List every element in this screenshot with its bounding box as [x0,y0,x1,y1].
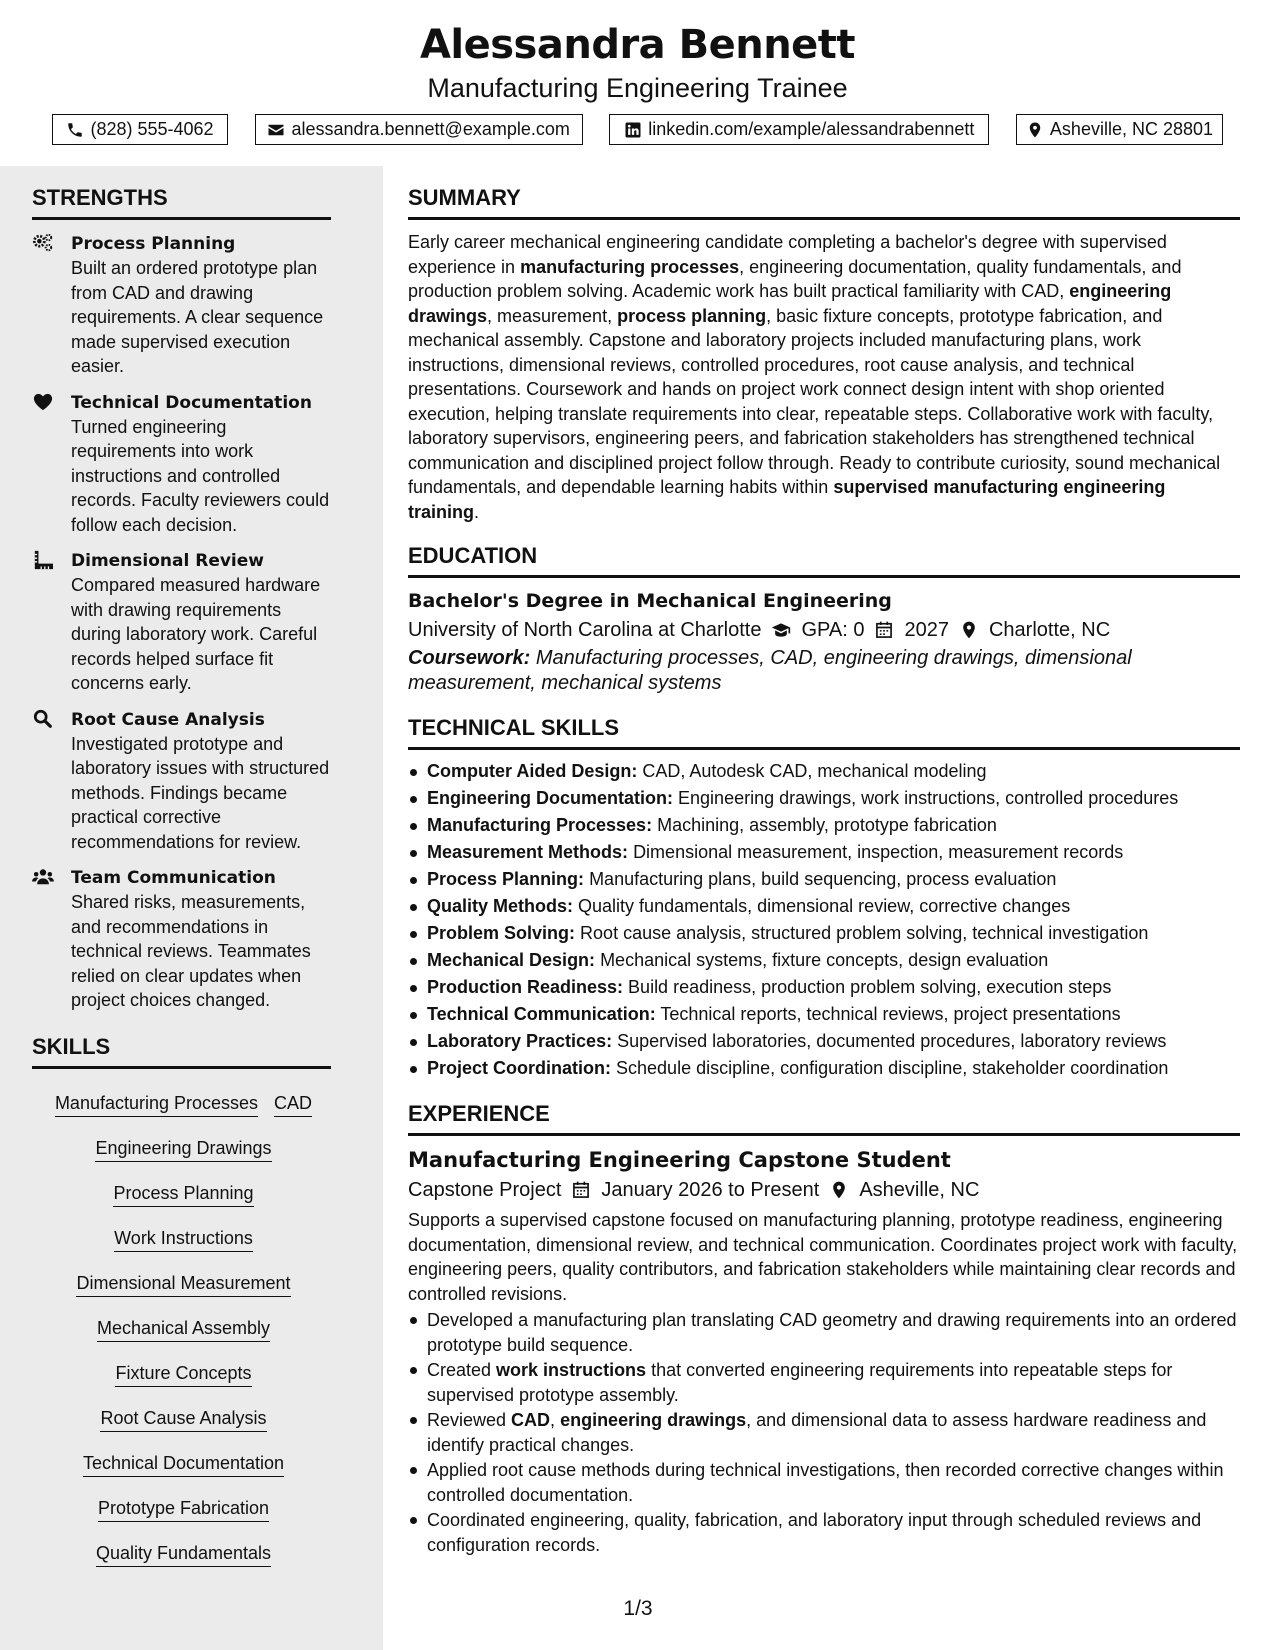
education-details [408,614,1240,646]
list-item [408,1358,1240,1407]
skill-row [32,1351,335,1396]
skill-row [32,1486,335,1531]
skill-row [32,1216,335,1261]
skill-value: Technical reports, technical reviews, project presentations [660,1004,1121,1024]
skill-label: Technical Communication: [427,1004,656,1024]
skill-row [32,1261,335,1306]
bullet-text: , [550,1410,561,1430]
experience-heading: EXPERIENCE [408,1101,1240,1136]
skill-tag: Root Cause Analysis [100,1405,266,1432]
phone-text: (828) 555-4062 [90,119,214,139]
list-item [408,893,1240,920]
strength-title: Technical Documentation [71,392,312,413]
skill-value: Quality fundamentals, dimensional review, corrective changes [578,896,1071,916]
skill-value: Mechanical systems, fixture concepts, design evaluation [600,950,1049,970]
phone-icon [66,121,84,139]
sidebar [0,166,383,1650]
contact-email[interactable] [255,114,583,145]
skill-tag: Engineering Drawings [95,1135,271,1162]
list-item [408,974,1240,1001]
list-item [408,758,1240,785]
summary-segment: , basic fixture concepts, prototype fabrication, and mechanical assembly. Capstone and laboratory projects included manufacturing plans, work instructions, dimensional reviews, controlled procedures, root cause analysis, and technical presentations. Coursework and hands on project work connect design intent with shop oriented execution, helping translate requirements into clear, repeatable steps. Collaborative work with faculty, laboratory supervisors, engineering peers, and fabrication stakeholders has strengthened technical communication and disciplined project follow through. Ready to contribute curiosity, sound mechanical fundamentals, and dependable learning habits within [408,305,1221,497]
technical-skills-list [408,758,1240,1082]
list-item [408,1408,1240,1457]
degree-title: Bachelor's Degree in Mechanical Engineering [408,590,892,612]
list-item [408,947,1240,974]
bullet-text: engineering drawings [560,1410,747,1430]
skill-value: CAD, Autodesk CAD, mechanical modeling [642,761,987,781]
coursework-text: Manufacturing processes, CAD, engineering drawings, dimensional measurement, mechanical systems [408,647,1132,694]
calendar-icon [874,620,894,640]
skill-tag: Mechanical Assembly [97,1315,270,1342]
list-item [408,1458,1240,1507]
skill-value: Manufacturing plans, build sequencing, process evaluation [589,869,1057,889]
strength-desc: Shared risks, measurements, and recommendations in technical reviews. Teammates relied on clear updates when project choices changed. [71,892,311,1010]
skill-label: Engineering Documentation: [427,788,674,808]
main-content [408,166,1240,1558]
skill-tag: Prototype Fabrication [98,1495,269,1522]
users-icon [32,867,54,887]
list-item [408,1308,1240,1357]
summary-segment: , measurement, [487,305,618,326]
list-item [408,866,1240,893]
skill-tag: Technical Documentation [83,1450,284,1477]
skill-label: Mechanical Design: [427,950,596,970]
heart-icon [32,392,54,412]
graduation-year: 2027 [904,619,949,641]
job-dates: January 2026 to Present [601,1179,820,1201]
location-text: Asheville, NC 28801 [1049,119,1214,139]
contact-phone[interactable] [52,114,228,145]
location-pin-icon [959,620,979,640]
skill-label: Project Coordination: [427,1058,611,1078]
skill-row [32,1306,335,1351]
skill-label: Manufacturing Processes: [427,815,653,835]
summary-segment: manufacturing processes [520,256,740,277]
skill-label: Measurement Methods: [427,842,629,862]
summary-segment: engineering drawings [408,281,1172,326]
summary-segment: process planning [617,305,767,326]
skill-label: Computer Aided Design: [427,761,638,781]
summary-segment: . [474,501,480,522]
contact-bar [52,114,1223,145]
skill-value: Dimensional measurement, inspection, measurement records [633,842,1124,862]
job-title: Manufacturing Engineering Capstone Student [408,1148,951,1172]
job-description: Supports a supervised capstone focused on manufacturing planning, prototype readiness, engineering documentation, dimensional review, and technical communication. Coordinates project work with faculty, engineering peers, quality contributors, and fabrication stakeholders while maintaining clear records and controlled revisions. [408,1210,1238,1304]
list-item [408,920,1240,947]
skill-row [32,1396,335,1441]
school-location: Charlotte, NC [988,619,1111,641]
strength-desc: Compared measured hardware with drawing requirements during laboratory work. Careful records helped surface fit concerns early. [71,575,321,693]
skill-value: Root cause analysis, structured problem solving, technical investigation [580,923,1149,943]
gpa-text: GPA: 0 [801,619,865,641]
summary-segment: Early career mechanical engineering candidate completing a bachelor's degree with supervised experience in [408,232,1167,277]
skill-tag: Manufacturing Processes [55,1090,258,1117]
strengths-heading: STRENGTHS [32,185,331,220]
summary-heading: SUMMARY [408,185,1240,220]
skill-tag: CAD [274,1090,312,1117]
skill-value: Schedule discipline, configuration discipline, stakeholder coordination [616,1058,1169,1078]
summary-segment: , engineering documentation, quality fundamentals, and production problem solving. Academic work has built practical familiarity with CAD, [408,256,1182,301]
bullet-text: that converted engineering requirements into repeatable steps for supervised prototype assembly. [427,1360,1173,1405]
skill-label: Quality Methods: [427,896,574,916]
strength-item [32,232,335,379]
bullet-text: Coordinated engineering, quality, fabrication, and laboratory input through scheduled reviews and configuration records. [427,1510,1202,1555]
job-org: Capstone Project [408,1179,562,1201]
skill-tag: Process Planning [113,1180,253,1207]
skill-row [32,1441,335,1486]
contact-location [1016,114,1223,145]
job-location: Asheville, NC [859,1179,980,1201]
bullet-text: Developed a manufacturing plan translating CAD geometry and drawing requirements into an ordered prototype build sequence. [427,1310,1237,1355]
envelope-icon [267,121,285,139]
skill-tag: Dimensional Measurement [76,1270,290,1297]
coursework-label: Coursework: [408,647,531,669]
skill-tag: Quality Fundamentals [96,1540,271,1567]
strength-title: Root Cause Analysis [71,709,265,730]
gears-icon [32,233,54,253]
bullet-text: Applied root cause methods during technical investigations, then recorded corrective changes within controlled documentation. [427,1460,1224,1505]
skill-label: Laboratory Practices: [427,1031,613,1051]
graduation-cap-icon [771,620,791,640]
education-heading: EDUCATION [408,543,1240,578]
bullet-text: Reviewed [427,1410,512,1430]
strength-desc: Investigated prototype and laboratory issues with structured methods. Findings became practical corrective recommendations for review. [71,733,330,852]
skill-row [32,1126,335,1171]
page-number: 1/3 [623,1597,653,1620]
job-bullets [408,1308,1240,1557]
skills-list [32,1081,335,1576]
list-item [408,1508,1240,1557]
strength-item [32,549,335,696]
linkedin-icon [624,121,642,139]
calendar-icon [571,1180,591,1200]
email-text: alessandra.bennett@example.com [291,119,570,139]
list-item [408,839,1240,866]
skill-row [32,1531,335,1576]
technical-skills-heading: TECHNICAL SKILLS [408,715,1240,750]
strength-title: Team Communication [71,868,276,888]
skill-tag: Work Instructions [114,1225,253,1252]
summary-text [408,230,1240,524]
skill-value: Build readiness, production problem solving, execution steps [628,977,1112,997]
list-item [408,812,1240,839]
resume-header [0,0,1275,166]
skill-label: Problem Solving: [427,923,576,943]
coursework [408,646,1240,696]
linkedin-text: linkedin.com/example/alessandrabennett [648,119,975,139]
summary-segment: supervised manufacturing engineering training [408,477,1166,522]
strength-item [32,708,335,855]
strength-title: Process Planning [71,234,236,254]
magnifier-icon [32,709,54,729]
bullet-text: CAD [511,1410,551,1430]
candidate-name: Alessandra Bennett [419,22,856,68]
school-name: University of North Carolina at Charlotte [408,619,762,641]
strength-item [32,391,335,538]
skill-row [32,1081,335,1126]
bullet-text: work instructions [496,1360,647,1380]
contact-linkedin[interactable] [609,114,989,145]
skill-row [32,1171,335,1216]
list-item [408,1028,1240,1055]
ruler-icon [32,550,54,570]
skill-value: Machining, assembly, prototype fabrication [657,815,997,835]
skill-tag: Fixture Concepts [115,1360,251,1387]
bullet-text: , and dimensional data to assess hardware readiness and identify practical changes. [427,1410,1207,1455]
list-item [408,1055,1240,1082]
skills-heading: SKILLS [32,1034,331,1069]
location-pin-icon [1026,121,1044,139]
skill-label: Process Planning: [427,869,585,889]
list-item [408,785,1240,812]
strength-title: Dimensional Review [71,551,264,571]
strength-desc: Built an ordered prototype plan from CAD and drawing requirements. A clear sequence made supervised execution easier. [71,258,324,376]
list-item [408,1001,1240,1028]
bullet-text: Created [427,1360,497,1380]
skill-label: Production Readiness: [427,977,624,997]
job-details [408,1174,1240,1206]
strength-item [32,866,335,1013]
location-pin-icon [829,1180,849,1200]
candidate-title: Manufacturing Engineering Trainee [427,73,848,103]
skill-value: Engineering drawings, work instructions, controlled procedures [678,788,1179,808]
skill-value: Supervised laboratories, documented procedures, laboratory reviews [617,1031,1167,1051]
strength-desc: Turned engineering requirements into work instructions and controlled records. Faculty reviewers could follow each decision. [71,416,330,535]
